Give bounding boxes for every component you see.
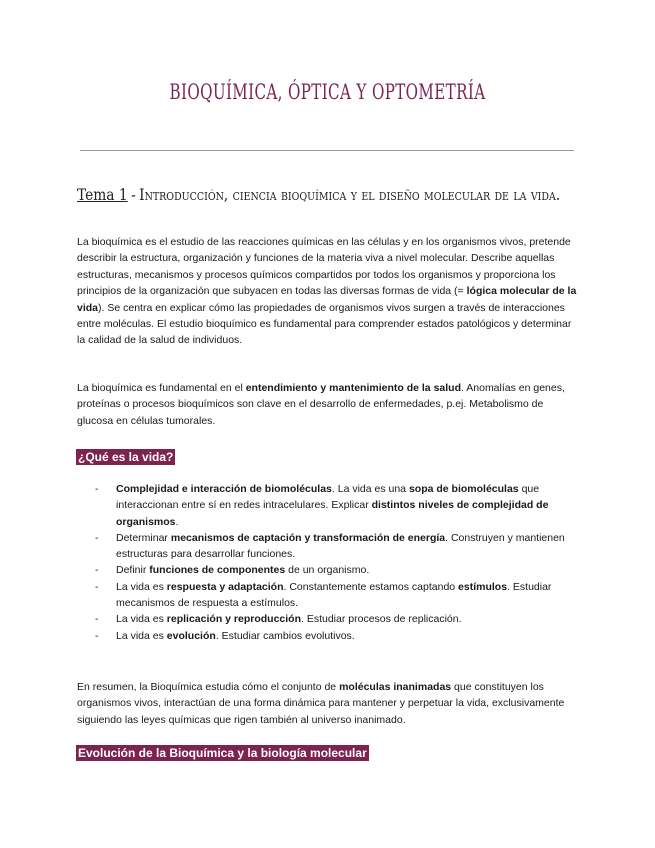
- text-run: La bioquímica es fundamental en el: [77, 382, 246, 394]
- bullet-dash: -: [95, 483, 99, 495]
- title-divider: [80, 150, 574, 151]
- text-run: de un organismo.: [285, 564, 370, 577]
- section-label-evolucion: Evolución de la Bioquímica y la biología molecular: [78, 746, 367, 760]
- text-run: que constituyen los organismos vivos, interactúan de una forma dinámica para mantener y perpetuar la vida, exclusivamente siguiendo las leyes químicas que rigen también al universo inanimado.: [77, 681, 565, 726]
- bullet-dash: -: [95, 580, 99, 593]
- text-run: La vida es: [116, 629, 167, 642]
- text-run: . La vida es una: [331, 483, 409, 495]
- text-run: que interaccionan entre sí en redes intracelulares. Explicar: [116, 483, 540, 512]
- section-heading: [77, 185, 561, 204]
- list-item-text: [116, 532, 565, 560]
- text-run: . Estudiar procesos de replicación.: [301, 613, 462, 626]
- bold-text-run: lógica molecular de la vida: [77, 285, 577, 314]
- bold-text-run: distintos niveles de complejidad de organismos: [116, 499, 549, 528]
- text-run: . Anomalías en genes, proteínas o procesos bioquímicos son clave en el desarrollo de enfermedades, p.ej. Metabolismo de glucosa en células tumorales.: [77, 382, 565, 427]
- text-run: . Estudiar mecanismos de respuesta a estímulos.: [116, 580, 552, 610]
- bold-text-run: Complejidad e interacción de biomoléculas: [116, 483, 332, 495]
- bullet-dash: -: [95, 613, 99, 626]
- document-title: BIOQUÍMICA, ÓPTICA Y OPTOMETRÍA: [169, 80, 486, 104]
- bold-text-run: moléculas inanimadas: [339, 681, 452, 693]
- life-characteristics-list: [95, 481, 585, 644]
- text-run: La vida es: [116, 580, 167, 593]
- section-label-que-es-la-vida: ¿Qué es la vida?: [78, 450, 174, 464]
- text-run: En resumen, la Bioquímica estudia cómo el conjunto de: [77, 681, 340, 693]
- bold-text-run: mecanismos de captación y transformación de energía: [170, 531, 446, 544]
- text-run: . Constantemente estamos captando: [283, 580, 459, 593]
- bold-text-run: respuesta y adaptación: [166, 580, 284, 593]
- list-item-text: [116, 581, 551, 609]
- bullet-dash: -: [95, 564, 99, 577]
- text-run: Determinar: [116, 531, 171, 544]
- heading-text: Introducción, ciencia bioquímica y el diseño molecular de la vida.: [139, 185, 561, 204]
- text-run: .: [175, 515, 179, 528]
- heading-tema-label: Tema 1: [77, 185, 128, 204]
- intro-paragraph: [77, 234, 579, 349]
- text-run: . Construyen y mantienen estructuras para desarrollar funciones.: [116, 531, 565, 561]
- list-item-text: [116, 613, 462, 625]
- list-item-text: [116, 483, 548, 528]
- list-item-text: [116, 630, 355, 642]
- text-run: ). Se centra en explicar cómo las propiedades de organismos vivos surgen a través de interacciones entre moléculas. El estudio bioquímico es fundamental para comprender estados patológicos y determinar la calidad de la salud de individuos.: [77, 301, 572, 347]
- list-item: [95, 611, 585, 627]
- text-run: La vida es: [116, 613, 167, 626]
- text-run: . Estudiar cambios evolutivos.: [215, 629, 355, 642]
- text-run: Definir: [116, 564, 150, 577]
- bold-text-run: funciones de componentes: [149, 564, 286, 577]
- bold-text-run: entendimiento y mantenimiento de la salud: [245, 382, 461, 394]
- bold-text-run: replicación y reproducción: [166, 613, 301, 626]
- list-item: [95, 628, 585, 644]
- bullet-dash: -: [95, 629, 99, 642]
- list-item: [95, 579, 585, 612]
- list-item: [95, 530, 585, 563]
- bullet-dash: -: [95, 531, 99, 544]
- bold-text-run: evolución: [166, 629, 216, 642]
- health-paragraph: [77, 380, 579, 429]
- heading-separator: -: [131, 185, 136, 204]
- list-item: [95, 562, 585, 578]
- bold-text-run: estímulos: [458, 580, 508, 593]
- list-item-text: [116, 564, 369, 576]
- text-run: La bioquímica es el estudio de las reacciones químicas en las células y en los organismos vivos, pretende describir la estructura, organización y funciones de la materia viva a nivel molecular. Describe aquellas estructuras, mecanismos y procesos químicos compartidos por todos los organismos y proporciona los principios de la organización que subyacen en todas las diversas formas de vida (=: [77, 236, 571, 298]
- bold-text-run: sopa de biomoléculas: [408, 483, 519, 495]
- summary-paragraph: [77, 679, 579, 728]
- list-item: [95, 481, 585, 530]
